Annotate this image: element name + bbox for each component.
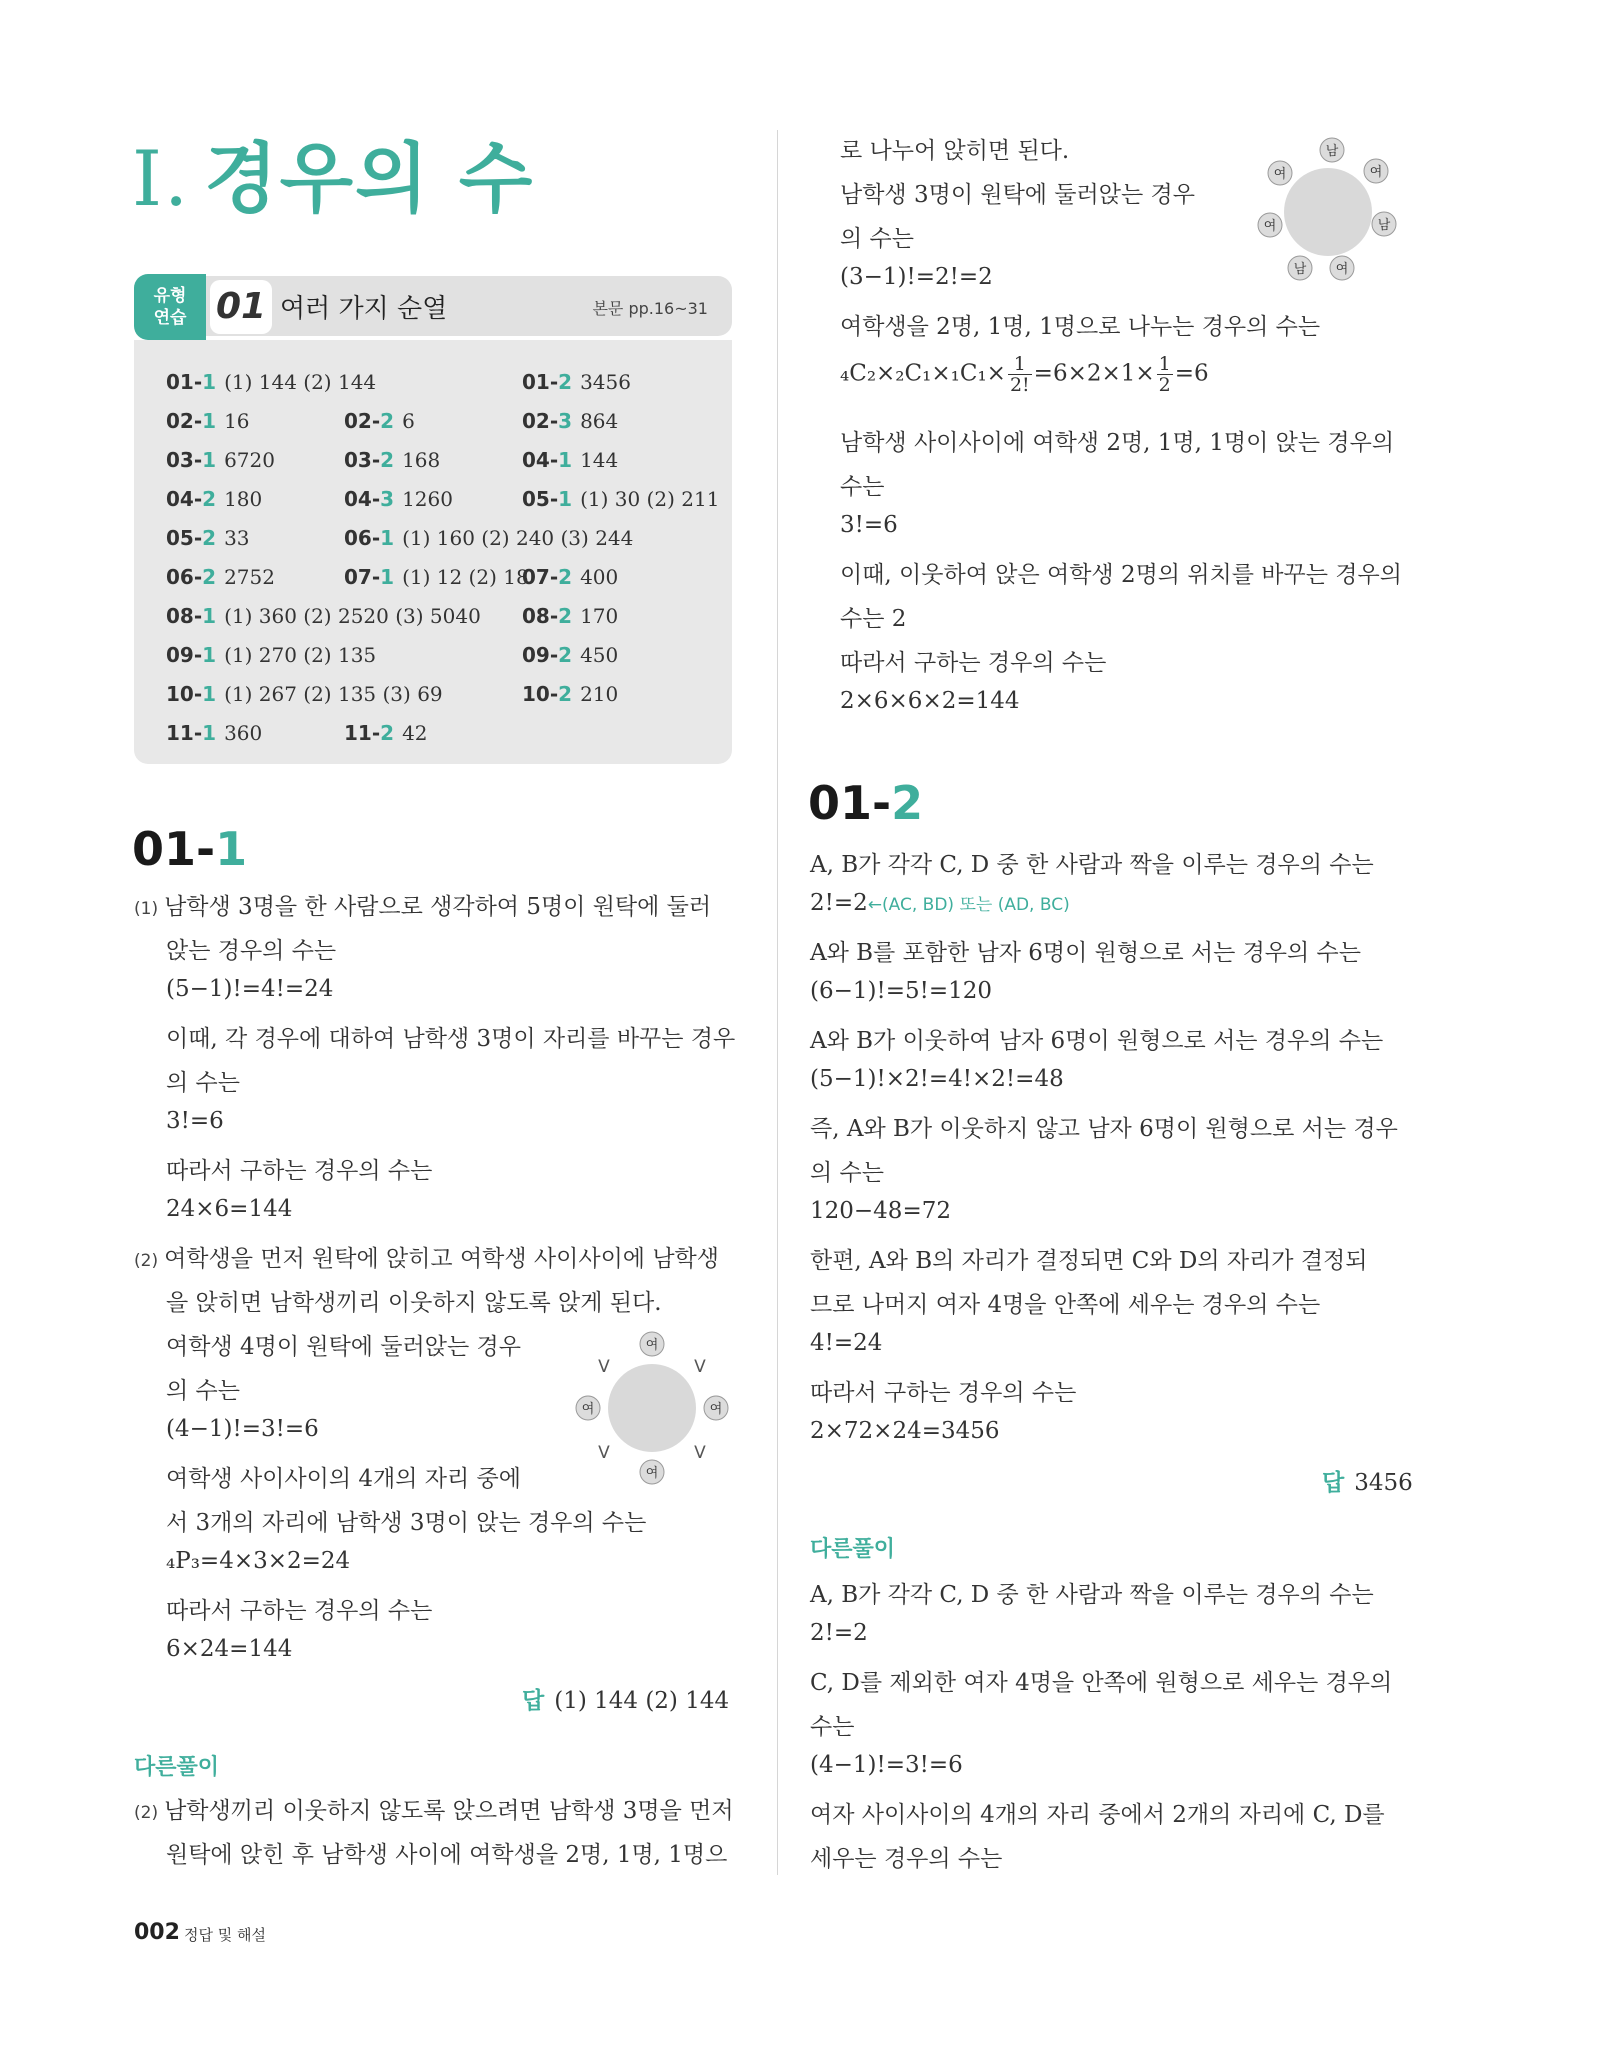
answer-line: 답 3456 — [1322, 1470, 1413, 1496]
answer-entry: 03-1 6720 — [166, 448, 275, 472]
solution-line: 의 수는 — [810, 1160, 884, 1186]
solution-line: (5−1)!×2!=4!×2!=48 — [810, 1066, 1064, 1092]
seat-bottom-label: 여 — [645, 1466, 659, 1481]
solution-line: 120−48=72 — [810, 1198, 951, 1224]
fraction: $\frac{1}{2!}$ — [1009, 353, 1030, 396]
solution-line: 남학생 사이사이에 여학생 2명, 1명, 1명이 앉는 경우의 — [840, 430, 1395, 456]
solution-line: A, B가 각각 C, D 중 한 사람과 짝을 이루는 경우의 수는 — [810, 852, 1374, 878]
type-page-ref: 본문 pp.16~31 — [592, 299, 708, 318]
solution-line: 6×24=144 — [166, 1636, 293, 1662]
solution-line: 즉, A와 B가 이웃하지 않고 남자 6명이 원형으로 서는 경우 — [810, 1116, 1398, 1142]
solution-line: 의 수는 — [166, 1070, 240, 1096]
seat-right-label: 여 — [709, 1402, 723, 1417]
seat-top-label: 여 — [645, 1338, 659, 1353]
solution-line: A, B가 각각 C, D 중 한 사람과 짝을 이루는 경우의 수는 — [810, 1582, 1374, 1608]
chapter-title: I. 경우의 수 — [132, 134, 535, 223]
solution-line: (5−1)!=4!=24 — [166, 976, 334, 1002]
formula-line: ₄C₂×₂C₁×₁C₁× $\frac{1}{2!}$ =6×2×1× $\frac{1}{2}$ =6 — [840, 353, 1209, 396]
solution-line: 원탁에 앉힌 후 남학생 사이에 여학생을 2명, 1명, 1명으 — [166, 1842, 728, 1868]
answer-entry: 09-1 (1) 270 (2) 135 — [166, 643, 377, 667]
answer-entry: 08-1 (1) 360 (2) 2520 (3) 5040 — [166, 604, 481, 628]
solution-line: A와 B를 포함한 남자 6명이 원형으로 서는 경우의 수는 — [810, 940, 1361, 966]
solution-line: 을 앉히면 남학생끼리 이웃하지 않도록 앉게 된다. — [166, 1290, 662, 1316]
type-number: 01 — [210, 280, 272, 334]
answer-entry: 07-2 400 — [522, 565, 619, 589]
solution-line: 2×72×24=3456 — [810, 1418, 1000, 1444]
solution-line: C, D를 제외한 여자 4명을 안쪽에 원형으로 세우는 경우의 — [810, 1670, 1393, 1696]
solution-line: 따라서 구하는 경우의 수는 — [810, 1380, 1077, 1406]
solution-line: 수는 — [810, 1714, 855, 1740]
round-table-diagram-2 — [1250, 128, 1400, 288]
solution-line: 여학생 사이사이의 4개의 자리 중에 — [166, 1466, 521, 1492]
solution-line: 2!=2 — [810, 1620, 868, 1646]
answer-entry: 06-1 (1) 160 (2) 240 (3) 244 — [344, 526, 634, 550]
solution-line: 이때, 이웃하여 앉은 여학생 2명의 위치를 바꾸는 경우의 — [840, 562, 1402, 588]
answer-entry: 02-3 864 — [522, 409, 619, 433]
solution-line: 로 나누어 앉히면 된다. — [840, 138, 1070, 164]
answer-entry: 10-1 (1) 267 (2) 135 (3) 69 — [166, 682, 443, 706]
answer-entry: 02-1 16 — [166, 409, 250, 433]
solution-line: A와 B가 이웃하여 남자 6명이 원형으로 서는 경우의 수는 — [810, 1028, 1384, 1054]
type-header — [134, 274, 732, 340]
solution-line: 수는 — [840, 474, 885, 500]
solution-line: 따라서 구하는 경우의 수는 — [840, 650, 1107, 676]
solution-line: 므로 나머지 여자 4명을 안쪽에 세우는 경우의 수는 — [810, 1292, 1321, 1318]
seat-label: 여 — [1335, 262, 1349, 277]
answer-summary-box — [134, 340, 732, 764]
answer-entry: 09-2 450 — [522, 643, 619, 667]
solution-line: 3!=6 — [166, 1108, 224, 1134]
solution-line: (6−1)!=5!=120 — [810, 978, 993, 1004]
solution-line: 의 수는 — [166, 1378, 240, 1404]
answer-entry: 01-2 3456 — [522, 370, 631, 394]
seat-label: 남 — [1377, 218, 1391, 233]
page-number: 002 — [134, 1920, 180, 1945]
solution-line: 따라서 구하는 경우의 수는 — [166, 1158, 433, 1184]
answer-entry: 10-2 210 — [522, 682, 619, 706]
solution-line: 의 수는 — [840, 226, 914, 252]
seat-label: 여 — [1263, 219, 1277, 234]
seat-label: 남 — [1325, 144, 1339, 159]
solution-line: 4!=24 — [810, 1330, 883, 1356]
solution-line: 여학생 4명이 원탁에 둘러앉는 경우 — [166, 1334, 521, 1360]
solution-line: (4−1)!=3!=6 — [810, 1752, 963, 1778]
footer-label: 정답 및 해설 — [184, 1926, 266, 1944]
solution-line: (4−1)!=3!=6 — [166, 1416, 319, 1442]
solution-line: 여자 사이사이의 4개의 자리 중에서 2개의 자리에 C, D를 — [810, 1802, 1385, 1828]
solution-line: (2) 남학생끼리 이웃하지 않도록 앉으려면 남학생 3명을 먼저 — [134, 1798, 734, 1824]
gap-mark: V — [694, 1357, 706, 1377]
answer-entry: 07-1 (1) 12 (2) 18 — [344, 565, 529, 589]
solution-line: 남학생 3명이 원탁에 둘러앉는 경우 — [840, 182, 1195, 208]
solution-line: 따라서 구하는 경우의 수는 — [166, 1598, 433, 1624]
answer-entry: 08-2 170 — [522, 604, 619, 628]
solution-line: ₄P₃=4×3×2=24 — [166, 1548, 351, 1574]
solution-line: 여학생을 2명, 1명, 1명으로 나누는 경우의 수는 — [840, 314, 1321, 340]
answer-entry: 05-2 33 — [166, 526, 250, 550]
round-table — [1284, 168, 1372, 256]
solution-line: 세우는 경우의 수는 — [810, 1846, 1003, 1872]
column-divider — [777, 130, 778, 1875]
solution-line: 서 3개의 자리에 남학생 3명이 앉는 경우의 수는 — [166, 1510, 647, 1536]
solution-line: 앉는 경우의 수는 — [166, 938, 337, 964]
answer-entry: 03-2 168 — [344, 448, 441, 472]
gap-mark: V — [598, 1443, 610, 1463]
section-heading-01-1: 01-1 — [132, 822, 248, 876]
solution-line: 24×6=144 — [166, 1196, 293, 1222]
round-table-diagram-1 — [570, 1330, 730, 1490]
solution-line: 2!=2←(AC, BD) 또는 (AD, BC) — [810, 890, 1070, 916]
seat-left-label: 여 — [581, 1402, 595, 1417]
answer-entry: 11-2 42 — [344, 721, 428, 745]
seat-label: 여 — [1369, 165, 1383, 180]
round-table — [608, 1364, 696, 1452]
section-heading-01-2: 01-2 — [808, 776, 924, 830]
type-title: 여러 가지 순열 — [280, 294, 448, 324]
answer-entry: 04-3 1260 — [344, 487, 453, 511]
alt-solution-heading: 다른풀이 — [134, 1755, 220, 1780]
answer-entry: 02-2 6 — [344, 409, 415, 433]
answer-entry: 04-2 180 — [166, 487, 263, 511]
answer-line: 답 (1) 144 (2) 144 — [522, 1688, 730, 1714]
alt-solution-heading: 다른풀이 — [810, 1537, 896, 1562]
solution-line: (3−1)!=2!=2 — [840, 264, 993, 290]
answer-entry: 11-1 360 — [166, 721, 263, 745]
seat-label: 여 — [1273, 167, 1287, 182]
answer-entry: 05-1 (1) 30 (2) 211 — [522, 487, 720, 511]
solution-line: 수는 2 — [840, 606, 907, 632]
answer-entry: 04-1 144 — [522, 448, 619, 472]
answer-entry: 06-2 2752 — [166, 565, 275, 589]
solution-line: 3!=6 — [840, 512, 898, 538]
seat-label: 남 — [1293, 262, 1307, 277]
type-badge: 유형 연습 — [134, 274, 206, 340]
gap-mark: V — [694, 1443, 706, 1463]
solution-line: (2) 여학생을 먼저 원탁에 앉히고 여학생 사이사이에 남학생 — [134, 1246, 719, 1272]
solution-line: 2×6×6×2=144 — [840, 688, 1020, 714]
solution-line: 한편, A와 B의 자리가 결정되면 C와 D의 자리가 결정되 — [810, 1248, 1368, 1274]
solution-line: (1) 남학생 3명을 한 사람으로 생각하여 5명이 원탁에 둘러 — [134, 894, 712, 920]
fraction: $\frac{1}{2}$ — [1158, 353, 1171, 396]
gap-mark: V — [598, 1357, 610, 1377]
answer-entry: 01-1 (1) 144 (2) 144 — [166, 370, 377, 394]
solution-line: 이때, 각 경우에 대하여 남학생 3명이 자리를 바꾸는 경우 — [166, 1026, 736, 1052]
